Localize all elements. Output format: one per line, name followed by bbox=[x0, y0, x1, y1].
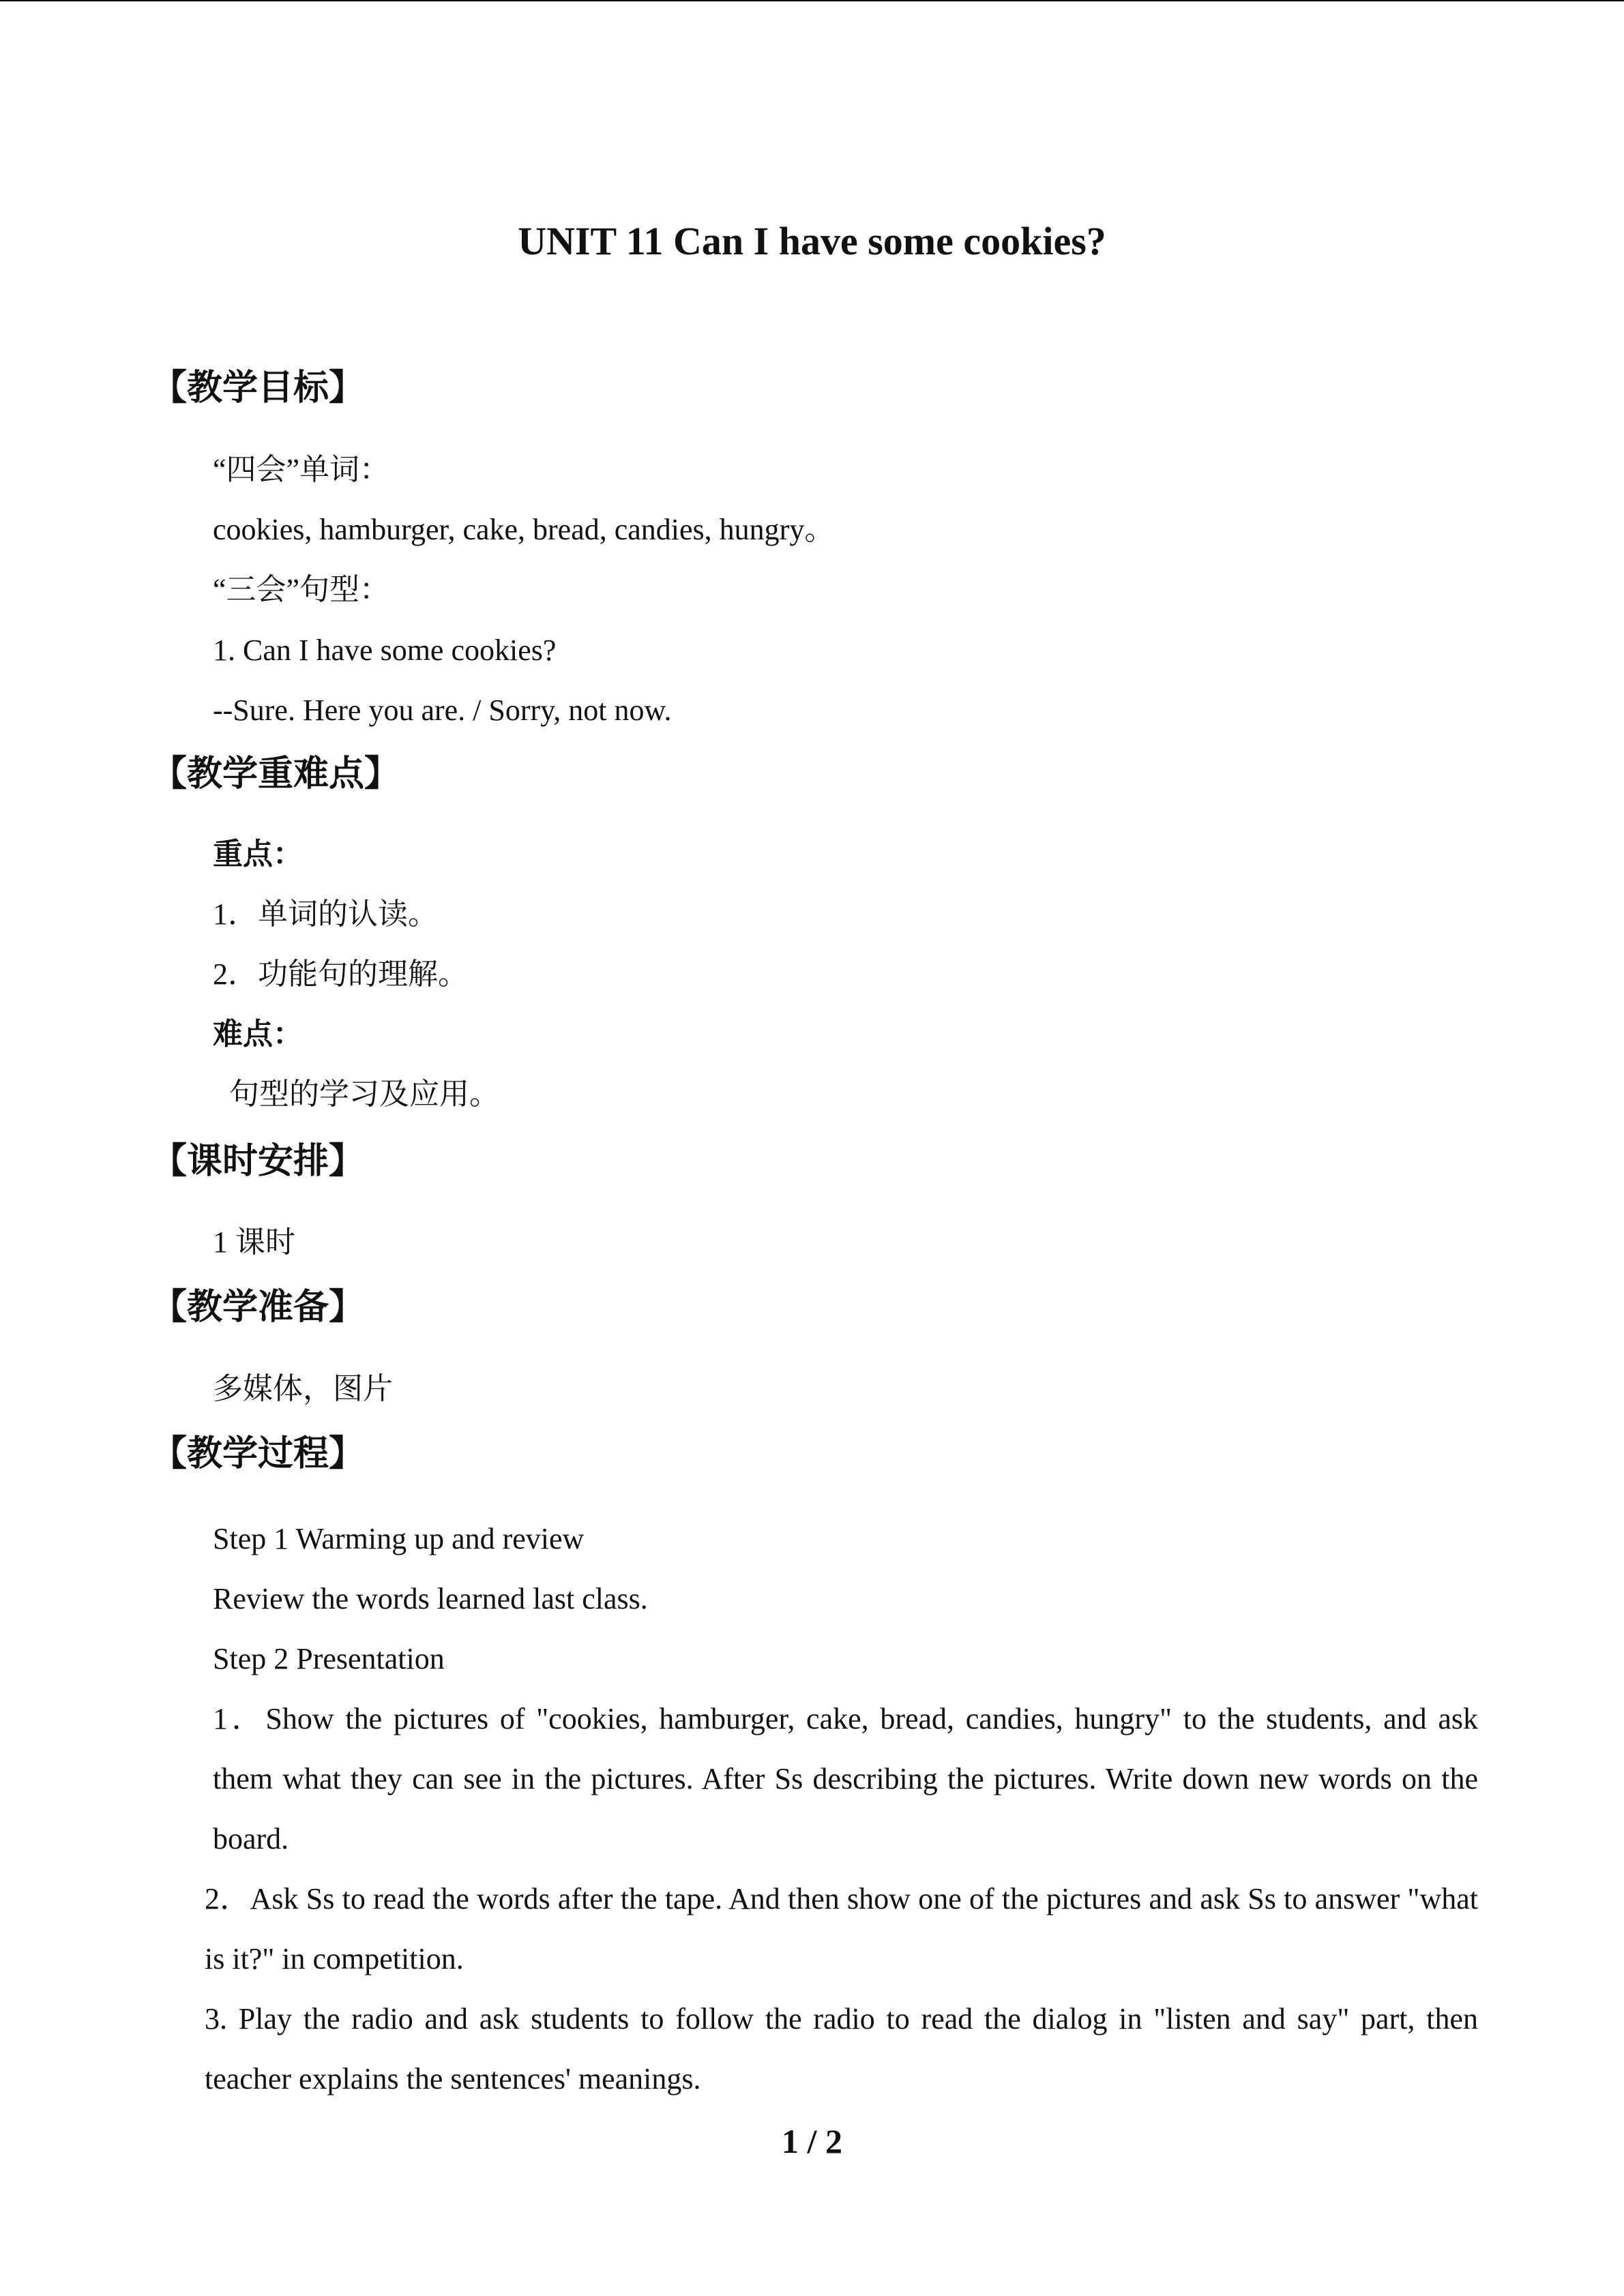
process-item-3: 3. Play the radio and ask students to follow the radio to read the dialog in "listen and say" part, then teacher explains the sentences' meanings. bbox=[205, 2002, 1478, 2096]
heading-preparation: 【教学准备】 bbox=[151, 1287, 365, 1328]
step1-text: Review the words learned last class. bbox=[213, 1582, 648, 1615]
heading-schedule: 【课时安排】 bbox=[151, 1141, 365, 1182]
objectives-line-3: “三会”句型： bbox=[213, 573, 390, 606]
objectives-line-2: cookies, hamburger, cake, bread, candies, hungry。 bbox=[213, 513, 835, 546]
key-label: 重点： bbox=[213, 837, 303, 871]
preparation-text: 多媒体，图片 bbox=[213, 1372, 393, 1405]
objectives-line-5: --Sure. Here you are. / Sorry, not now. bbox=[213, 694, 672, 727]
difficult-item-1: 句型的学习及应用。 bbox=[229, 1077, 499, 1111]
objectives-line-1: “四会”单词： bbox=[213, 453, 390, 486]
schedule-text: 1 课时 bbox=[213, 1225, 295, 1259]
heading-process: 【教学过程】 bbox=[151, 1433, 365, 1474]
heading-objectives: 【教学目标】 bbox=[151, 368, 365, 408]
heading-key-points: 【教学重难点】 bbox=[151, 754, 400, 794]
key-item-2: 2．功能句的理解。 bbox=[213, 957, 468, 991]
page-number: 1 / 2 bbox=[782, 2122, 842, 2160]
step2-title: Step 2 Presentation bbox=[213, 1642, 445, 1675]
document-title: UNIT 11 Can I have some cookies? bbox=[518, 219, 1106, 263]
process-item-2: 2．Ask Ss to read the words after the tape. And then show one of the pictures and ask Ss to answer "what is it?" in competition. bbox=[205, 1882, 1478, 1976]
difficult-label: 难点： bbox=[213, 1017, 303, 1051]
key-item-1: 1．单词的认读。 bbox=[213, 897, 438, 931]
objectives-line-4: 1. Can I have some cookies? bbox=[213, 633, 557, 667]
process-item-1: 1．Show the pictures of "cookies, hamburger, cake, bread, candies, hungry" to the students, and ask them what they can see in the pictures. After Ss describing the pictures. Write down new words on the board. bbox=[213, 1702, 1478, 1855]
step1-title: Step 1 Warming up and review bbox=[213, 1522, 585, 1555]
